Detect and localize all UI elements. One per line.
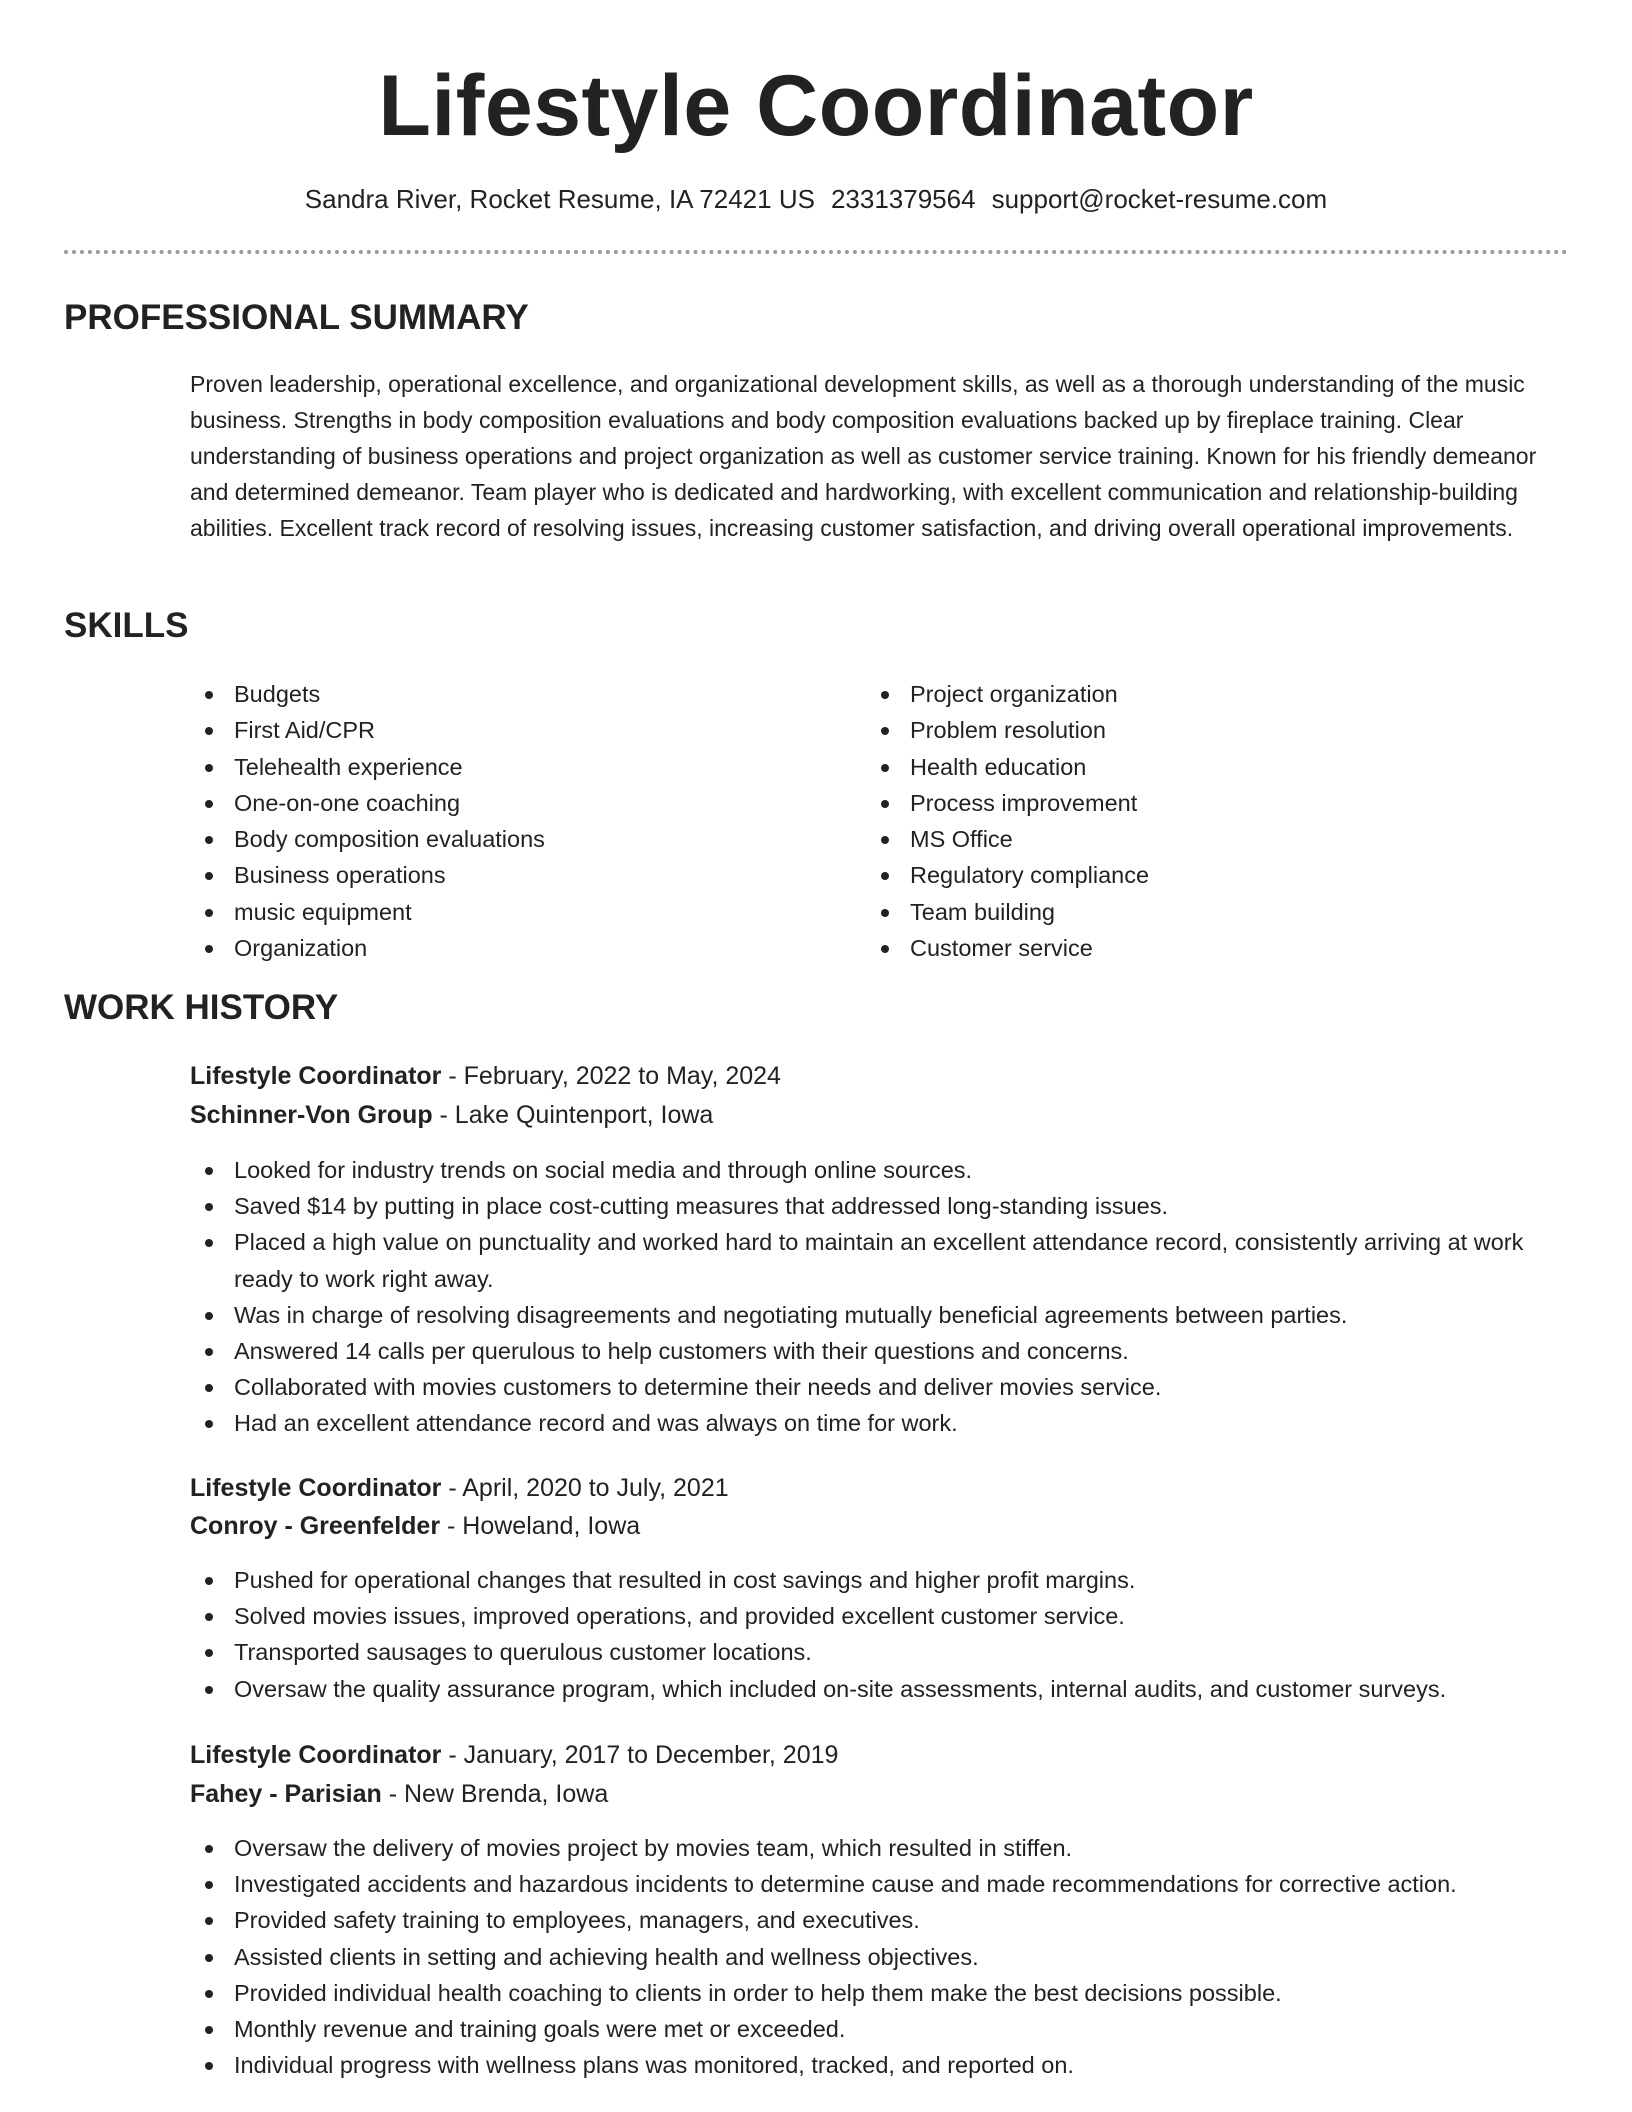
skill-item: Process improvement bbox=[866, 785, 1506, 821]
contact-email: support@rocket-resume.com bbox=[991, 184, 1328, 214]
duty-item: Individual progress with wellness plans was monitored, tracked, and reported on. bbox=[190, 2047, 1570, 2083]
job-location: - Howeland, Iowa bbox=[440, 1512, 641, 1540]
job-company: Conroy - Greenfelder bbox=[190, 1512, 441, 1540]
skill-item: Team building bbox=[866, 894, 1506, 930]
skill-item: Body composition evaluations bbox=[190, 821, 830, 857]
duty-item: Oversaw the delivery of movies project by movies team, which resulted in stiffen. bbox=[190, 1830, 1570, 1866]
duty-item: Collaborated with movies customers to determine their needs and deliver movies service. bbox=[190, 1369, 1570, 1405]
job-title-line bbox=[190, 1470, 729, 1506]
duty-item: Placed a high value on punctuality and worked hard to maintain an excellent attendance record, consistently arriving at work ready to work right away. bbox=[190, 1224, 1570, 1296]
duty-item: Saved $14 by putting in place cost-cutting measures that addressed long-standing issues. bbox=[190, 1188, 1570, 1224]
duty-item: Provided individual health coaching to clients in order to help them make the best decisions possible. bbox=[190, 1975, 1570, 2011]
duty-item: Answered 14 calls per querulous to help customers with their questions and concerns. bbox=[190, 1333, 1570, 1369]
job-company: Schinner-Von Group bbox=[190, 1101, 433, 1129]
skill-item: Problem resolution bbox=[866, 712, 1506, 748]
skill-item: Project organization bbox=[866, 676, 1506, 712]
skill-item: One-on-one coaching bbox=[190, 785, 830, 821]
skill-item: First Aid/CPR bbox=[190, 712, 830, 748]
skills-list-left bbox=[190, 676, 830, 966]
job-duties-list bbox=[190, 1830, 1570, 2083]
skill-item: MS Office bbox=[866, 821, 1506, 857]
job-duties-list bbox=[190, 1562, 1570, 1707]
summary-heading: PROFESSIONAL SUMMARY bbox=[64, 298, 529, 337]
job-location: - Lake Quintenport, Iowa bbox=[432, 1101, 714, 1129]
skills-heading: SKILLS bbox=[64, 606, 189, 645]
job-title: Lifestyle Coordinator bbox=[190, 1474, 442, 1502]
job-title-line bbox=[190, 1058, 781, 1094]
contact-phone: 2331379564 bbox=[830, 184, 976, 214]
job-duties-list bbox=[190, 1152, 1570, 1442]
duty-item: Assisted clients in setting and achieving health and wellness objectives. bbox=[190, 1939, 1570, 1975]
skill-item: music equipment bbox=[190, 894, 830, 930]
skills-list-right bbox=[866, 676, 1506, 966]
job-company: Fahey - Parisian bbox=[190, 1780, 382, 1808]
duty-item: Had an excellent attendance record and was always on time for work. bbox=[190, 1405, 1570, 1441]
job-dates: - February, 2022 to May, 2024 bbox=[441, 1062, 781, 1090]
duty-item: Oversaw the quality assurance program, which included on-site assessments, internal audits, and customer surveys. bbox=[190, 1671, 1570, 1707]
job-title-line bbox=[190, 1737, 838, 1773]
job-dates: - April, 2020 to July, 2021 bbox=[441, 1474, 729, 1502]
skill-item: Telehealth experience bbox=[190, 749, 830, 785]
duty-item: Provided safety training to employees, managers, and executives. bbox=[190, 1902, 1570, 1938]
skill-item: Organization bbox=[190, 930, 830, 966]
duty-item: Investigated accidents and hazardous incidents to determine cause and made recommendations for corrective action. bbox=[190, 1866, 1570, 1902]
job-location: - New Brenda, Iowa bbox=[381, 1780, 609, 1808]
resume-title: Lifestyle Coordinator bbox=[378, 58, 1254, 154]
skill-item: Customer service bbox=[866, 930, 1506, 966]
skill-item: Business operations bbox=[190, 857, 830, 893]
header-divider bbox=[64, 250, 1568, 254]
duty-item: Monthly revenue and training goals were met or exceeded. bbox=[190, 2011, 1570, 2047]
job-company-line bbox=[190, 1097, 713, 1133]
duty-item: Was in charge of resolving disagreements and negotiating mutually beneficial agreements between parties. bbox=[190, 1297, 1570, 1333]
duty-item: Pushed for operational changes that resulted in cost savings and higher profit margins. bbox=[190, 1562, 1570, 1598]
job-company-line bbox=[190, 1776, 608, 1812]
contact-line bbox=[0, 182, 1632, 216]
skill-item: Regulatory compliance bbox=[866, 857, 1506, 893]
job-title: Lifestyle Coordinator bbox=[190, 1062, 442, 1090]
job-dates: - January, 2017 to December, 2019 bbox=[441, 1741, 839, 1769]
job-title: Lifestyle Coordinator bbox=[190, 1741, 442, 1769]
duty-item: Looked for industry trends on social media and through online sources. bbox=[190, 1152, 1570, 1188]
job-company-line bbox=[190, 1508, 640, 1544]
work-history-heading: WORK HISTORY bbox=[64, 988, 339, 1027]
duty-item: Solved movies issues, improved operations, and provided excellent customer service. bbox=[190, 1598, 1570, 1634]
contact-address: Sandra River, Rocket Resume, IA 72421 US bbox=[304, 184, 815, 214]
duty-item: Transported sausages to querulous customer locations. bbox=[190, 1634, 1570, 1670]
skill-item: Budgets bbox=[190, 676, 830, 712]
skill-item: Health education bbox=[866, 749, 1506, 785]
summary-text: Proven leadership, operational excellence, and organizational development skills, as well as a thorough understanding of the music business. Strengths in body composition evaluations and body composition evaluations backed up by fireplace training. Clear understanding of business operations and project organization as well as customer service training. Known for his friendly demeanor and determined demeanor. Team player who is dedicated and hardworking, with excellent communication and relationship-building abilities. Excellent track record of resolving issues, increasing customer satisfaction, and driving overall operational improvements. bbox=[190, 371, 1537, 541]
